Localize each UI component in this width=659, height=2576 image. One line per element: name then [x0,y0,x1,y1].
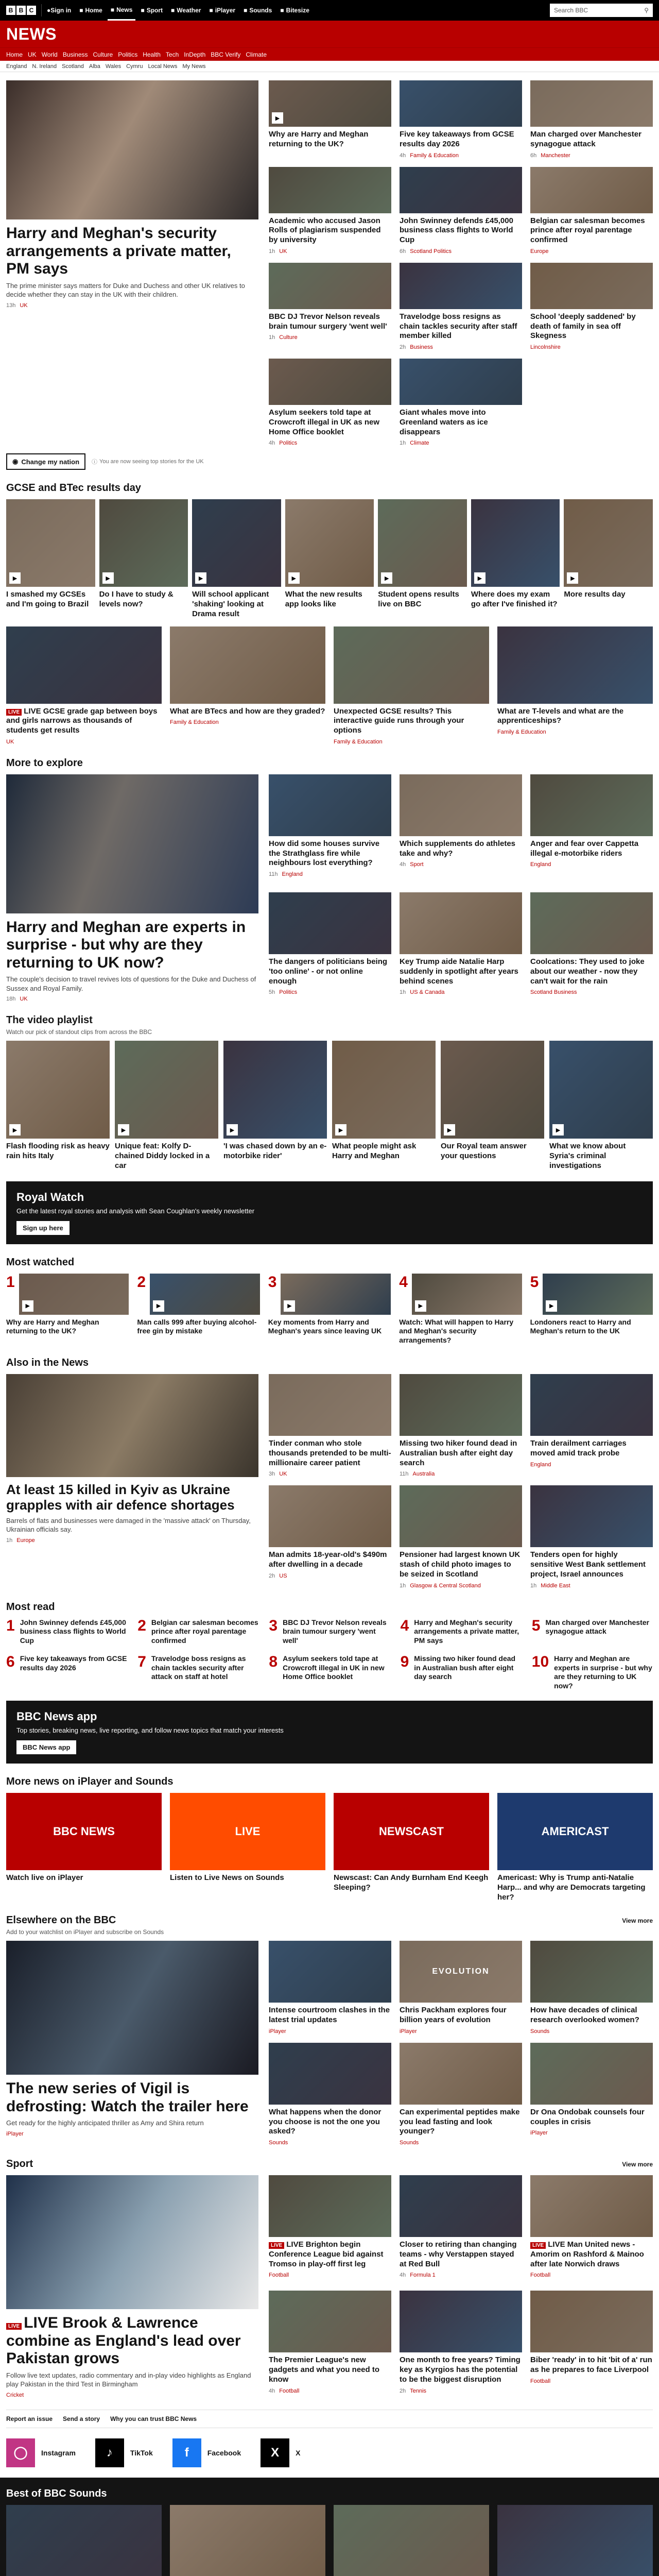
story-image [497,2505,653,2576]
mainnav-item[interactable]: Health [143,50,161,58]
video-thumb [19,1274,129,1315]
user-icon: ● [47,7,51,14]
nav-iplayer[interactable]: ■ iPlayer [209,7,236,14]
story-card[interactable]: ▶ More results day [564,499,653,619]
story-card[interactable]: BBC DJ Trevor Nelson reveals brain tumour surgery 'went well' 1h Culture [269,263,391,350]
mainnav-item[interactable]: Business [62,50,88,58]
bitesize-icon: ■ [280,7,284,14]
story-card[interactable]: EVOLUTION Chris Packham explores four billion years of evolution iPlayer [400,1941,522,2035]
program-logo: LIVE [235,1825,261,1838]
story-image [530,1941,653,2003]
story-card[interactable]: Tinder conman who stole thousands pretended to be multi-millionaire career patient 3h UK [269,1374,391,1477]
story-card[interactable]: ▶ Student opens results live on BBC [378,499,467,619]
story-image [530,2291,653,2352]
mainnav-item[interactable]: Climate [246,50,267,58]
play-icon: ▶ [335,1124,346,1136]
sub-nav [0,61,659,72]
play-icon: ▶ [227,1124,238,1136]
story-image [530,892,653,954]
tiktok-icon: ♪ [95,2438,124,2467]
elsewhere-lead[interactable]: The new series of Vigil is defrosting: Watch the trailer here Get ready for the highly anticipated thriller as Amy and Shira return iPlayer [6,1941,258,2146]
footer-link[interactable]: Send a story [63,2415,100,2422]
story-image [192,499,281,587]
section-title-iplayer: More news on iPlayer and Sounds [6,1776,174,1788]
story-card[interactable]: Giant whales move into Greenland waters as ice disappears 1h Climate [400,359,522,446]
story-card[interactable]: LIVE LIVE GCSE grade gap between boys and girls narrows as thousands of students get results UK [6,626,162,745]
section-title-explore: More to explore [6,757,83,769]
play-icon: ▶ [102,572,114,584]
live-badge: LIVE [6,709,22,716]
subnav-item[interactable]: Scotland [62,63,84,70]
story-image [564,499,653,587]
nav-news[interactable]: ■ News [108,0,136,21]
story-card[interactable]: LIVE LIVE Man United news - Amorim on Rashford & Mainoo after late Norwich draws Football [530,2175,653,2282]
explore-lead[interactable]: Harry and Meghan are experts in surprise - but why are they returning to UK now? The couple's decision to travel revives lots of questions for the Duke and Duchess of Sussex and Royal Family. 18h UK [6,774,258,1003]
sounds-section: Best of BBC Sounds [0,2478,659,2576]
mainnav-item[interactable]: Home [6,50,23,58]
story-card[interactable]: What happens when the donor you choose is not the one you asked? Sounds [269,2043,391,2146]
story-card[interactable]: School 'deeply saddened' by death of family in sea off Skegness Lincolnshire [530,263,653,350]
nav-home[interactable]: ■ Home [79,7,102,14]
story-image [334,2505,489,2576]
section-title-sport[interactable]: Sport [6,2158,33,2170]
search-icon: ⚲ [644,7,649,14]
most-read-item[interactable]: 2 Belgian car salesman becomes prince after royal parentage confirmed [137,1617,258,1645]
story-image [400,2175,522,2237]
location-icon: ◉ [12,457,19,466]
story-image [170,626,325,704]
most-watched-item[interactable]: 1 ▶ Why are Harry and Meghan returning to the UK? [6,1274,129,1345]
story-card[interactable]: Can experimental peptides make you lead fasting and look younger? Sounds [400,2043,522,2146]
play-icon: ▶ [272,112,283,124]
story-image [269,1374,391,1436]
most-read-item[interactable]: 7 Travelodge boss resigns as chain tackles security after attack on staff at hotel [137,1653,246,1681]
video-thumb [150,1274,260,1315]
iplayer-card[interactable]: BBC NEWS Watch live on iPlayer [6,1793,162,1902]
mainnav-item[interactable]: Tech [165,50,179,58]
story-card[interactable]: Travelodge boss resigns as chain tackles security after staff member killed 2h Business [400,263,522,350]
info-icon: ⓘ [92,459,98,466]
most-watched-item[interactable]: 4 ▶ Watch: What will happen to Harry and Meghan's security arrangements? [399,1274,522,1345]
story-image [332,1041,436,1139]
social-tiktok[interactable]: ♪ TikTok [95,2438,153,2467]
program-logo: BBC NEWS [53,1825,115,1838]
story-image [530,2043,653,2105]
most-watched-item[interactable]: 5 ▶ Londoners react to Harry and Meghan's return to the UK [530,1274,653,1345]
section-title-elsewhere[interactable]: Elsewhere on the BBC [6,1914,116,1926]
royal-watch-banner: Royal Watch Get the latest royal stories and analysis with Sean Coughlan's weekly newsletter Sign up here [6,1181,653,1244]
story-card[interactable] [334,2505,489,2576]
story-card[interactable]: Closer to retiring than changing teams - why Verstappen stayed at Red Bull 4h Formula 1 [400,2175,522,2282]
home-icon: ■ [79,7,83,14]
story-card[interactable]: The Premier League's new gadgets and what you need to know 4h Football [269,2291,391,2398]
news-app-banner: BBC News app Top stories, breaking news, live reporting, and follow news topics that match your interests BBC News app [6,1701,653,1764]
play-icon: ▶ [474,572,485,584]
program-logo: NEWSCAST [379,1825,444,1838]
story-card[interactable]: Five key takeaways from GCSE results day 2026 4h Family & Education [400,80,522,159]
story-image [530,1374,653,1436]
subnav-item[interactable]: Wales [105,63,122,70]
section-subtitle: Watch our pick of standout clips from across the BBC [6,1028,152,1036]
story-card[interactable]: Coolcations: They used to joke about our weather - now they can't wait for the rain Scotland Business [530,892,653,1002]
story-card[interactable]: Tenders open for highly sensitive West Bank settlement project, Israel announces 1h Middle East [530,1485,653,1588]
story-image [549,1041,653,1139]
section-title-watched: Most watched [6,1256,75,1268]
story-image [530,1485,653,1547]
play-icon: ▶ [118,1124,129,1136]
subnav-item[interactable]: N. Ireland [32,63,57,70]
weather-icon: ■ [171,7,175,14]
story-image [269,774,391,836]
play-icon: ▶ [9,1124,21,1136]
live-badge: LIVE [530,2242,546,2249]
live-badge: LIVE [6,2323,22,2330]
most-read-item[interactable]: 3 BBC DJ Trevor Nelson reveals brain tumour surgery 'went well' [269,1617,387,1645]
story-card[interactable]: Unexpected GCSE results? This interactive guide runs through your options Family & Education [334,626,489,745]
story-image [285,499,374,587]
story-image [400,1941,522,2003]
story-image [400,2291,522,2352]
nav-sport[interactable]: ■ Sport [141,7,163,14]
story-card[interactable]: Belgian car salesman becomes prince after royal parentage confirmed Europe [530,167,653,255]
story-image [378,499,467,587]
story-card[interactable]: ▶ 'I was chased down by an e-motorbike rider' [223,1041,327,1171]
search-input[interactable]: Search BBC ⚲ [550,4,653,17]
story-card[interactable]: Man admits 18-year-old's $490m after dwelling in a decade 2h US [269,1485,391,1588]
story-image [471,499,560,587]
program-logo: EVOLUTION [432,1967,490,1976]
mainnav-item[interactable]: UK [28,50,37,58]
view-more-link[interactable]: View more [622,1917,653,1924]
most-watched-item[interactable]: 2 ▶ Man calls 999 after buying alcohol-free gin by mistake [137,1274,259,1345]
story-card[interactable]: Intense courtroom clashes in the latest trial updates iPlayer [269,1941,391,2035]
story-card[interactable]: Dr Ona Ondobak counsels four couples in crisis iPlayer [530,2043,653,2146]
story-card[interactable]: What are T-levels and what are the apprenticeships? Family & Education [497,626,653,745]
story-card[interactable]: ▶ Our Royal team answer your questions [441,1041,544,1171]
nav-weather[interactable]: ■ Weather [171,7,201,14]
nav-sounds[interactable]: ■ Sounds [244,7,272,14]
story-image [269,1485,391,1547]
story-card[interactable] [497,2505,653,2576]
most-read-item[interactable]: 1 John Swinney defends £45,000 business class flights to World Cup [6,1617,126,1645]
story-card[interactable]: Key Trump aide Natalie Harp suddenly in spotlight after years behind scenes 1h US & Canada [400,892,522,1002]
main-nav [0,47,659,61]
instagram-icon: ◯ [6,2438,35,2467]
story-image [400,80,522,127]
story-card[interactable] [6,2505,162,2576]
story-card[interactable]: ▶ Do I have to study & levels now? [99,499,188,619]
sign-up-button[interactable]: Sign up here [16,1221,70,1235]
most-read-item[interactable]: 4 Harry and Meghan's security arrangements a private matter, PM says [400,1617,519,1645]
story-image [269,2175,391,2237]
page-title: NEWS [6,24,57,43]
lead-image [6,80,258,219]
global-nav [0,0,659,21]
story-image [530,80,653,127]
story-card[interactable]: John Swinney defends £45,000 business class flights to World Cup 6h Scotland Politics [400,167,522,255]
play-icon: ▶ [9,572,21,584]
story-image [400,1374,522,1436]
nation-hint: ⓘ You are now seeing top stories for the UK [92,459,204,466]
story-card[interactable]: ▶ I smashed my GCSEs and I'm going to Brazil [6,499,95,619]
play-icon: ▶ [546,1300,557,1312]
video-thumb [543,1274,653,1315]
social-x[interactable]: X X [261,2438,300,2467]
story-card[interactable]: Asylum seekers told tape at Crowcroft illegal in UK as new Home Office booklet 4h Politics [269,359,391,446]
story-image [400,359,522,405]
story-image [400,263,522,309]
story-card[interactable]: Train derailment carriages moved amid track probe England [530,1374,653,1477]
story-image [400,1485,522,1547]
footer-link[interactable]: Report an issue [6,2415,53,2422]
story-card[interactable]: Academic who accused Jason Rolls of plagiarism suspended by university 1h UK [269,167,391,255]
top-nav [76,0,313,21]
story-image [269,1941,391,2003]
lead-story[interactable]: Harry and Meghan's security arrangements a private matter, PM says The prime minister says matters for Duke and Duchess and other UK relatives to decide whether they can stay in the UK with their children. 13h UK [6,80,258,446]
story-image [530,167,653,213]
news-icon: ■ [110,6,115,13]
sport-lead[interactable]: LIVE LIVE Brook & Lawrence combine as England's lead over Pakistan grows Follow live text updates, radio commentary and in-play video highlights as England play Pakistan in the third Test in Birmingham Cricket [6,2175,258,2398]
story-image [530,774,653,836]
section-title-also: Also in the News [6,1357,89,1369]
story-image [115,1041,218,1139]
story-image [497,626,653,704]
sign-in-link[interactable]: ●Sign in [47,7,72,14]
iplayer-card[interactable]: AMERICAST Americast: Why is Trump anti-Natalie Harp... and why are Democrats targeting her? [497,1793,653,1902]
most-read-item[interactable]: 5 Man charged over Manchester synagogue attack [531,1617,649,1636]
story-image [6,499,95,587]
play-icon: ▶ [153,1300,164,1312]
story-card[interactable]: What are BTecs and how are they graded? Family & Education [170,626,325,745]
news-app-button[interactable]: BBC News app [16,1740,76,1754]
story-card[interactable]: Biber 'ready' in to hit 'bit of a' run as he prepares to face Liverpool Football [530,2291,653,2398]
play-icon: ▶ [552,1124,564,1136]
story-image [269,2291,391,2352]
story-image [170,2505,325,2576]
story-card[interactable]: LIVE LIVE Brighton begin Conference League bid against Tromso in play-off first leg Football [269,2175,391,2282]
section-title-video: The video playlist [6,1014,93,1026]
play-icon: ▶ [567,572,578,584]
story-image [269,892,391,954]
subnav-item[interactable]: Alba [89,63,100,70]
nav-bitesize[interactable]: ■ Bitesize [280,7,309,14]
sport-icon: ■ [141,7,145,14]
story-image [269,359,391,405]
story-image [6,1041,110,1139]
sounds-icon: ■ [244,7,248,14]
most-read-item[interactable]: 9 Missing two hiker found dead in Australian bush after eight day search [400,1653,516,1681]
also-lead[interactable]: At least 15 killed in Kyiv as Ukraine grapples with air defence shortages Barrels of flats and businesses were damaged in the 'massive attack' on Thursday, Ukrainian officials say. 1h Europe [6,1374,258,1589]
mainnav-item[interactable]: World [41,50,58,58]
subnav-item[interactable]: My News [182,63,206,70]
section-title-gcse[interactable]: GCSE and BTec results day [6,482,141,494]
iplayer-icon: ■ [209,7,213,14]
story-image [269,2043,391,2105]
story-image [334,626,489,704]
story-card[interactable]: How have decades of clinical research overlooked women? Sounds [530,1941,653,2035]
story-card[interactable]: Pensioner had largest known UK stash of child photo images to be seized in Scotland 1h Glasgow & Central Scotland [400,1485,522,1588]
story-card[interactable]: ▶ What we know about Syria's criminal investigations [549,1041,653,1171]
play-icon: ▶ [381,572,392,584]
program-logo: AMERICAST [541,1825,609,1838]
story-image [400,892,522,954]
mainnav-item[interactable]: Culture [93,50,113,58]
play-icon: ▶ [288,572,300,584]
mainnav-item[interactable]: Politics [118,50,138,58]
story-card[interactable]: The dangers of politicians being 'too online' - or not online enough 5h Politics [269,892,391,1002]
story-card[interactable]: ▶ What people might ask Harry and Meghan [332,1041,436,1171]
play-icon: ▶ [415,1300,426,1312]
story-card[interactable]: Missing two hiker found dead in Australian bush after eight day search 11h Australia [400,1374,522,1477]
story-image [400,2043,522,2105]
story-card[interactable]: ▶ Unique feat: Kolfy D-chained Diddy locked in a car [115,1041,218,1171]
video-thumb [412,1274,522,1315]
story-card[interactable]: ▶ Why are Harry and Meghan returning to the UK? [269,80,391,159]
story-image [6,626,162,704]
iplayer-card[interactable]: NEWSCAST Newscast: Can Andy Burnham End Keegh Sleeping? [334,1793,489,1902]
subnav-item[interactable]: England [6,63,27,70]
story-image [269,167,391,213]
story-image [441,1041,544,1139]
story-card[interactable]: ▶ What the new results app looks like [285,499,374,619]
most-read-item[interactable]: 8 Asylum seekers told tape at Crowcroft illegal in UK in new Home Office booklet [269,1653,385,1681]
video-thumb [281,1274,391,1315]
story-card[interactable]: How did some houses survive the Strathglass fire while neighbours lost everything? 11h England [269,774,391,884]
most-read-item[interactable]: 10 Harry and Meghan are experts in surprise - but why are they returning to UK now? [531,1653,652,1690]
change-nation-button[interactable]: ◉ Change my nation [6,453,85,470]
play-icon: ▶ [444,1124,455,1136]
play-icon: ▶ [195,572,206,584]
story-image [269,263,391,309]
subnav-item[interactable]: Cymru [126,63,143,70]
iplayer-card[interactable]: LIVE Listen to Live News on Sounds [170,1793,325,1902]
story-card[interactable]: Which supplements do athletes take and why? 4h Sport [400,774,522,884]
footer-link[interactable]: Why you can trust BBC News [110,2415,197,2422]
live-badge: LIVE [269,2242,284,2249]
story-image [400,774,522,836]
play-icon: ▶ [22,1300,33,1312]
story-card[interactable]: Man charged over Manchester synagogue attack 6h Manchester [530,80,653,159]
bbc-logo[interactable]: B B C [6,6,36,15]
most-watched-item[interactable]: 3 ▶ Key moments from Harry and Meghan's years since leaving UK [268,1274,391,1345]
story-image [223,1041,327,1139]
story-image [99,499,188,587]
story-card[interactable]: ▶ Will school applicant 'shaking' looking at Drama result [192,499,281,619]
subnav-item[interactable]: Local News [148,63,178,70]
story-image [400,167,522,213]
x-icon: X [261,2438,289,2467]
story-card[interactable]: Anger and fear over Cappetta illegal e-motorbike riders England [530,774,653,884]
story-card[interactable] [170,2505,325,2576]
social-instagram[interactable]: ◯ Instagram [6,2438,76,2467]
story-card[interactable]: One month to free years? Timing key as Kyrgios has the potential to be the biggest disruption 2h Tennis [400,2291,522,2398]
mainnav-item[interactable]: BBC Verify [211,50,241,58]
news-header [0,21,659,47]
story-card[interactable]: ▶ Flash flooding risk as heavy rain hits Italy [6,1041,110,1171]
section-title-mostread: Most read [6,1601,55,1613]
most-read-item[interactable]: 6 Five key takeaways from GCSE results day 2026 [6,1653,127,1672]
story-image [269,80,391,127]
story-image [530,2175,653,2237]
play-icon: ▶ [284,1300,295,1312]
story-image [530,263,653,309]
mainnav-item[interactable]: InDepth [184,50,206,58]
facebook-icon: f [172,2438,201,2467]
story-card[interactable]: ▶ Where does my exam go after I've finished it? [471,499,560,619]
social-facebook[interactable]: f Facebook [172,2438,241,2467]
story-image [6,2505,162,2576]
sport-view-more[interactable]: View more [622,2160,653,2168]
